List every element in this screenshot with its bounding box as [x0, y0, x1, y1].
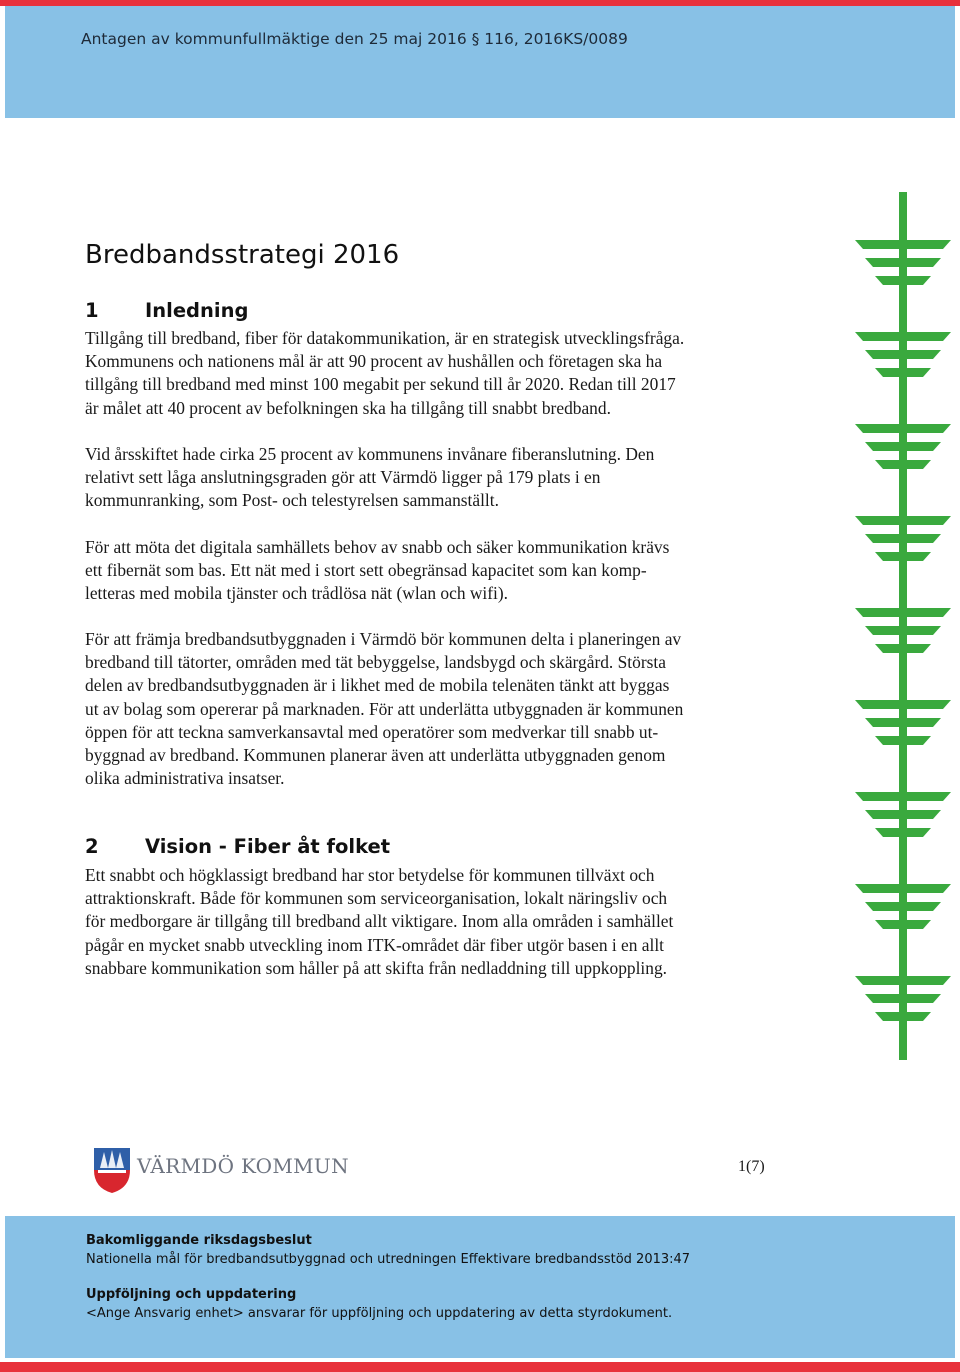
- text-line: delen av bredbandsutbyggnaden är i likhet med de mobila telenäten tänkt att byggas: [85, 675, 670, 696]
- followup-value: <Ange Ansvarig enhet> ansvarar för uppföljning och uppdatering av detta styrdokument.: [86, 1306, 673, 1321]
- paragraph: [85, 327, 790, 420]
- document-title: Bredbandsstrategi 2016: [85, 240, 400, 270]
- text-line: är målet att 40 procent av befolkningen ska ha tillgång till snabbt bredband.: [85, 397, 611, 418]
- paragraph: [85, 628, 790, 790]
- text-line: letteras med mobila tjänster och trådlösa nät (wlan och wifi).: [85, 583, 509, 604]
- logo-wordmark: VÄRMDÖ KOMMUN: [137, 1154, 349, 1178]
- paragraph: [85, 443, 790, 513]
- section-title: Vision - Fiber åt folket: [145, 835, 391, 858]
- adoption-note: Antagen av kommunfullmäktige den 25 maj 2016 § 116, 2016KS/0089: [81, 30, 628, 48]
- page-number: 1(7): [738, 1158, 765, 1175]
- section-title: Inledning: [145, 299, 249, 322]
- basis-label: Bakomliggande riksdagsbeslut: [86, 1233, 312, 1248]
- text-line: byggnad av bredband. Kommunen planerar även att underlätta utbyggnaden genom: [85, 745, 666, 766]
- text-line: olika administrativa insatser.: [85, 768, 285, 789]
- bottom-red-rule: [0, 1362, 960, 1372]
- text-line: bredband till tätorter, områden med tät bebyggelse, landsbygd och skärgård. Största: [85, 652, 666, 673]
- text-line: ett fibernät som bas. Ett nät med i stort sett obegränsad kapacitet som kan komp-: [85, 560, 647, 581]
- varmdo-kommun-logo: [92, 1146, 349, 1196]
- text-line: ut av bolag som opererar på marknaden. För att underlätta utbyggnaden är kommunen: [85, 698, 684, 719]
- text-line: Tillgång till bredband, fiber för datakommunikation, är en strategisk utvecklingsfråga.: [85, 328, 685, 348]
- text-line: Ett snabbt och högklassigt bredband har stor betydelse för kommunen tillväxt och: [85, 865, 655, 885]
- text-line: snabbare kommunikation som håller på att skifta från nedladdning till uppkoppling.: [85, 957, 667, 978]
- text-line: tillgång till bredband med minst 100 megabit per sekund till år 2020. Redan till 2017: [85, 374, 676, 395]
- paragraph: [85, 536, 790, 606]
- basis-value: Nationella mål för bredbandsutbyggnad och utredningen Effektivare bredbandsstöd 2013:47: [86, 1252, 691, 1267]
- header-band: [5, 6, 955, 118]
- section-number: 1: [85, 299, 99, 322]
- text-line: Vid årsskiftet hade cirka 25 procent av kommunens invånare fiberanslutning. Den: [85, 444, 655, 464]
- followup-label: Uppföljning och uppdatering: [86, 1287, 297, 1302]
- section-heading-vision: [85, 835, 390, 858]
- text-line: öppen för att teckna samverkansavtal med operatörer som medverkar till snabb ut-: [85, 721, 659, 742]
- section-number: 2: [85, 835, 99, 858]
- text-line: för medborgare är tillgång till bredband allt viktigare. Inom alla områden i samhället: [85, 911, 674, 932]
- text-line: relativt sett låga anslutningsgraden gör att Värmdö ligger på 179 plats i en: [85, 467, 601, 488]
- text-line: kommunranking, som Post- och telestyrelsen sammanställt.: [85, 490, 499, 511]
- text-line: För att möta det digitala samhällets behov av snabb och säker kommunikation krävs: [85, 537, 670, 557]
- paragraph: [85, 864, 790, 980]
- text-line: Kommunens och nationens mål är att 90 procent av hushållen och företagen ska ha: [85, 351, 663, 372]
- text-line: pågår en mycket snabb utveckling inom ITK-området där fiber utgör basen i en allt: [85, 934, 665, 955]
- section-heading-inledning: [85, 299, 248, 322]
- shield-icon: [92, 1146, 132, 1194]
- text-line: För att främja bredbandsutbyggnaden i Värmdö bör kommunen delta i planeringen av: [85, 629, 682, 649]
- text-line: attraktionskraft. Både för kommunen som serviceorganisation, lokalt näringsliv och: [85, 888, 668, 909]
- green-fiber-tree-icon: [850, 190, 960, 1070]
